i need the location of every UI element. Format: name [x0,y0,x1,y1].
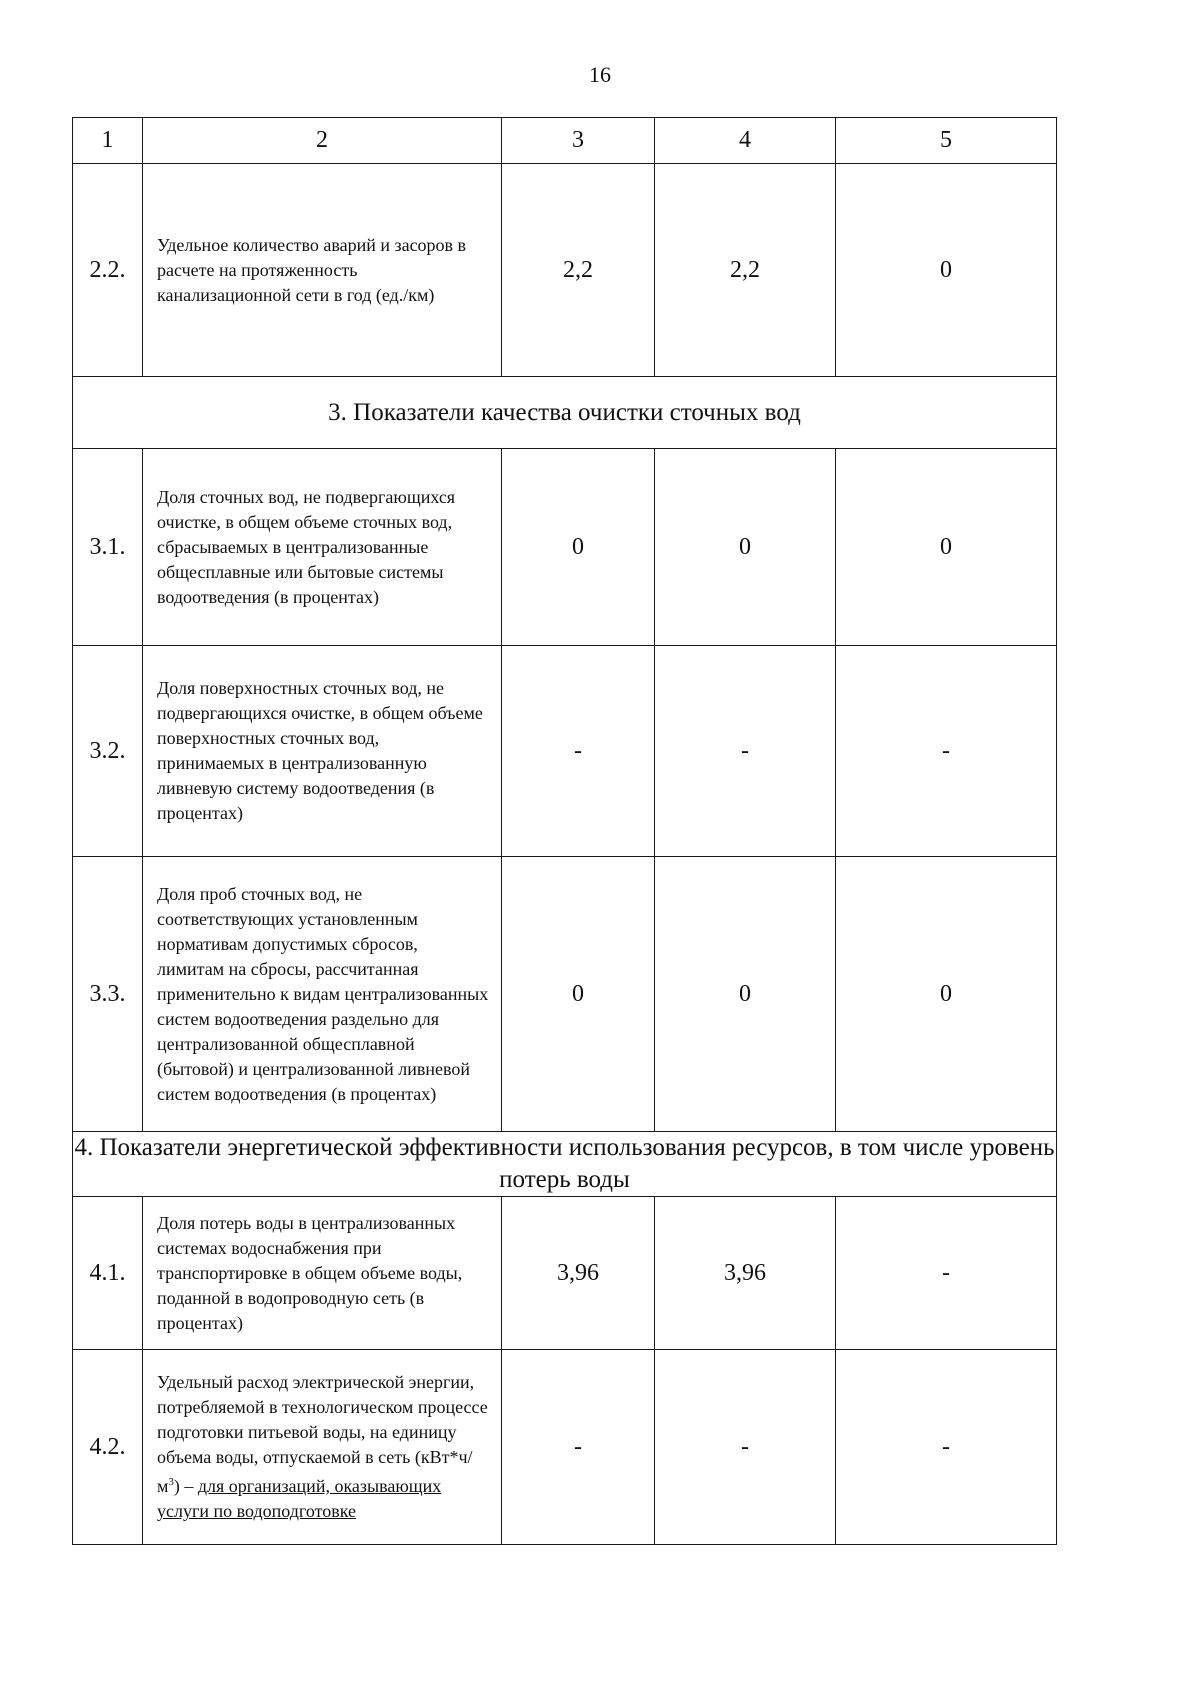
value-col4: - [655,646,836,857]
value-col3: 3,96 [502,1197,655,1350]
description-text: Удельный расход электрической энергии, потребляемой в технологическом процессе подготовки питьевой воды, на единицу объема воды, отпускаемой в сеть (кВт*ч/м [157,1372,488,1496]
header-cell: 5 [836,118,1057,164]
header-cell: 2 [143,118,502,164]
row-description: Доля сточных вод, не подвергающихся очистке, в общем объеме сточных вод, сбрасываемых в централизованные общесплавные или бытовые системы водоотведения (в процентах) [143,449,502,646]
value-col4: 0 [655,449,836,646]
table-row [73,449,1057,646]
value-col4: - [655,1350,836,1545]
row-number: 4.2. [73,1350,143,1545]
description-text: ) – [173,1476,198,1496]
table-row [73,1197,1057,1350]
value-col5: - [836,1197,1057,1350]
value-col3: 2,2 [502,164,655,377]
underlined-note: для организаций, оказывающих услуги по водоподготовке [157,1476,442,1521]
table-row [73,164,1057,377]
value-col3: - [502,646,655,857]
section-title: 3. Показатели качества очистки сточных вод [73,377,1057,449]
table-row [73,857,1057,1132]
row-number: 3.3. [73,857,143,1132]
indicators-table [72,117,1057,1545]
row-number: 3.2. [73,646,143,857]
row-number: 2.2. [73,164,143,377]
row-description [143,1350,502,1545]
row-description: Доля потерь воды в централизованных системах водоснабжения при транспортировке в общем объеме воды, поданной в водопроводную сеть (в процентах) [143,1197,502,1350]
header-cell: 1 [73,118,143,164]
section-row [73,1132,1057,1197]
value-col5: - [836,646,1057,857]
row-number: 3.1. [73,449,143,646]
header-cell: 4 [655,118,836,164]
value-col3: 0 [502,857,655,1132]
row-description: Удельное количество аварий и засоров в расчете на протяженность канализационной сети в год (ед./км) [143,164,502,377]
value-col5: 0 [836,449,1057,646]
value-col4: 2,2 [655,164,836,377]
value-col3: 0 [502,449,655,646]
value-col5: - [836,1350,1057,1545]
page-number: 16 [589,62,611,87]
row-description: Доля проб сточных вод, не соответствующих установленным нормативам допустимых сбросов, лимитам на сбросы, рассчитанная применительно к видам централизованных систем водоотведения раздельно для централизованной общесплавной (бытовой) и централизованной ливневой систем водоотведения (в процентах) [143,857,502,1132]
section-row [73,377,1057,449]
value-col5: 0 [836,857,1057,1132]
table-header-row [73,118,1057,164]
table-row [73,646,1057,857]
value-col3: - [502,1350,655,1545]
superscript: 3 [168,1476,174,1488]
value-col4: 3,96 [655,1197,836,1350]
table-row [73,1350,1057,1545]
row-number: 4.1. [73,1197,143,1350]
section-title: 4. Показатели энергетической эффективности использования ресурсов, в том числе уровень потерь воды [73,1132,1057,1197]
value-col5: 0 [836,164,1057,377]
header-cell: 3 [502,118,655,164]
row-description: Доля поверхностных сточных вод, не подвергающихся очистке, в общем объеме поверхностных сточных вод, принимаемых в централизованную ливневую систему водоотведения (в процентах) [143,646,502,857]
value-col4: 0 [655,857,836,1132]
